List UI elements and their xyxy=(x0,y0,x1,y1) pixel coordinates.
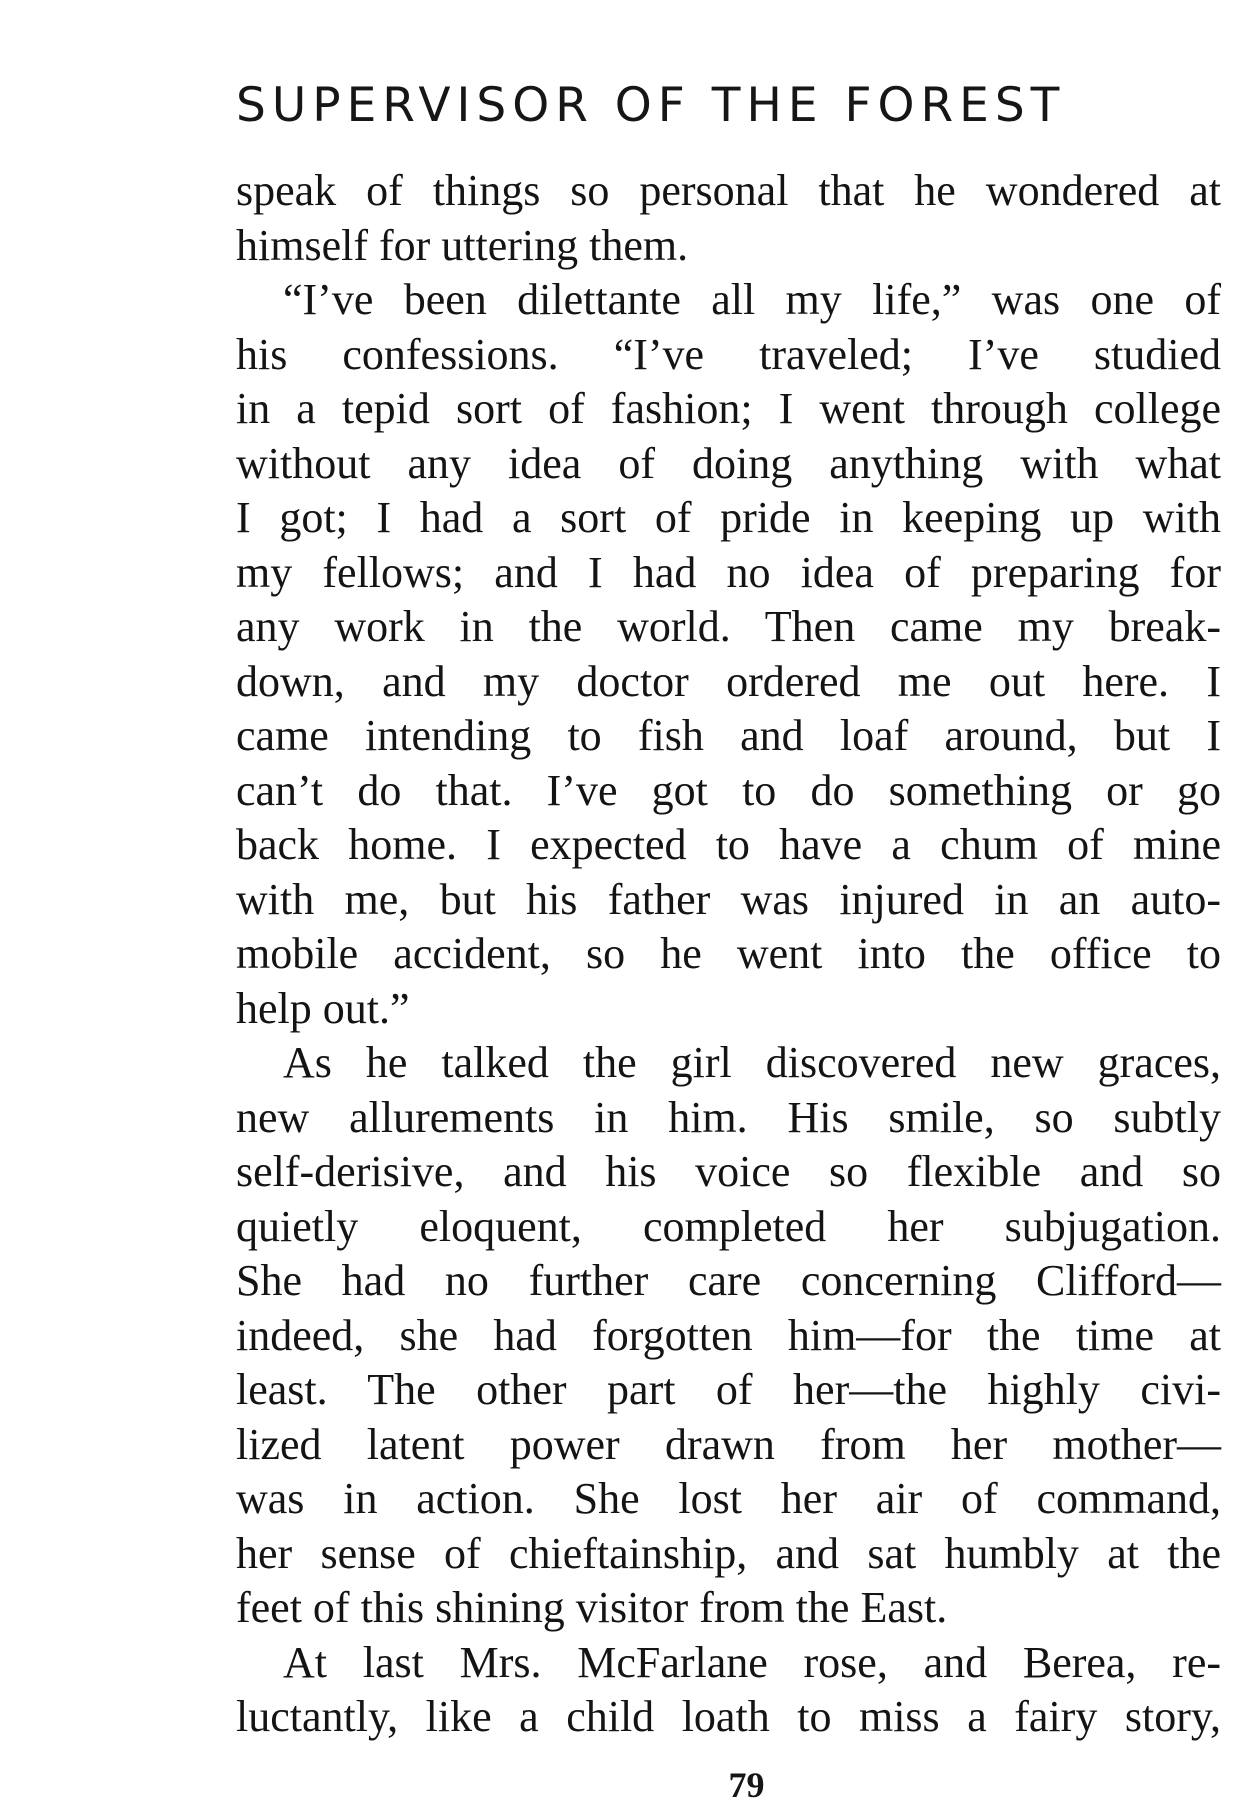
text-line: mobile accident, so he went into the office to xyxy=(236,929,1221,978)
body-text xyxy=(236,164,1221,1745)
text-line: speak of things so personal that he wondered at xyxy=(236,166,1221,215)
text-line: her sense of chieftainship, and sat humbly at the xyxy=(236,1528,1221,1578)
text-line: I got; I had a sort of pride in keeping up with xyxy=(236,493,1221,542)
text-line: feet of this shining visitor from the East. xyxy=(236,1583,948,1632)
text-line: new allurements in him. His smile, so subtly xyxy=(236,1092,1221,1142)
text-line: any work in the world. Then came my break- xyxy=(236,602,1221,651)
text-line: indeed, she had forgotten him—for the time at xyxy=(236,1310,1221,1360)
text-line: luctantly, like a child loath to miss a fairy story, xyxy=(236,1692,1221,1741)
running-head: SUPERVISOR OF THE FOREST xyxy=(236,78,1066,133)
text-line: with me, but his father was injured in an auto- xyxy=(236,874,1221,924)
text-line: self-derisive, and his voice so flexible and so xyxy=(236,1147,1221,1196)
text-line: without any idea of doing anything with what xyxy=(236,438,1221,488)
text-line: She had no further care concerning Clifford— xyxy=(236,1256,1221,1305)
text-line: his confessions. “I’ve traveled; I’ve studied xyxy=(236,329,1221,379)
text-line: was in action. She lost her air of command, xyxy=(236,1474,1221,1523)
page-number-text: 79 xyxy=(728,1765,765,1805)
text-line: can’t do that. I’ve got to do something or go xyxy=(236,765,1221,815)
text-line: came intending to fish and loaf around, but I xyxy=(236,711,1221,760)
text-line: in a tepid sort of fashion; I went through college xyxy=(236,384,1221,433)
text-line: down, and my doctor ordered me out here. I xyxy=(236,656,1221,706)
text-line: “I’ve been dilettante all my life,” was one of xyxy=(283,275,1221,324)
text-line: lized latent power drawn from her mother— xyxy=(236,1419,1221,1469)
text-line: himself for uttering them. xyxy=(236,220,689,270)
text-line: As he talked the girl discovered new graces, xyxy=(283,1038,1221,1087)
page-number xyxy=(0,1765,1253,1805)
text-line: quietly eloquent, completed her subjugation. xyxy=(236,1201,1221,1251)
text-line: At last Mrs. McFarlane rose, and Berea, re- xyxy=(283,1637,1221,1687)
text-line: help out.” xyxy=(236,983,410,1033)
text-line: my fellows; and I had no idea of preparing for xyxy=(236,547,1221,597)
text-line: back home. I expected to have a chum of mine xyxy=(236,820,1221,869)
text-line: least. The other part of her—the highly civi- xyxy=(236,1365,1221,1414)
